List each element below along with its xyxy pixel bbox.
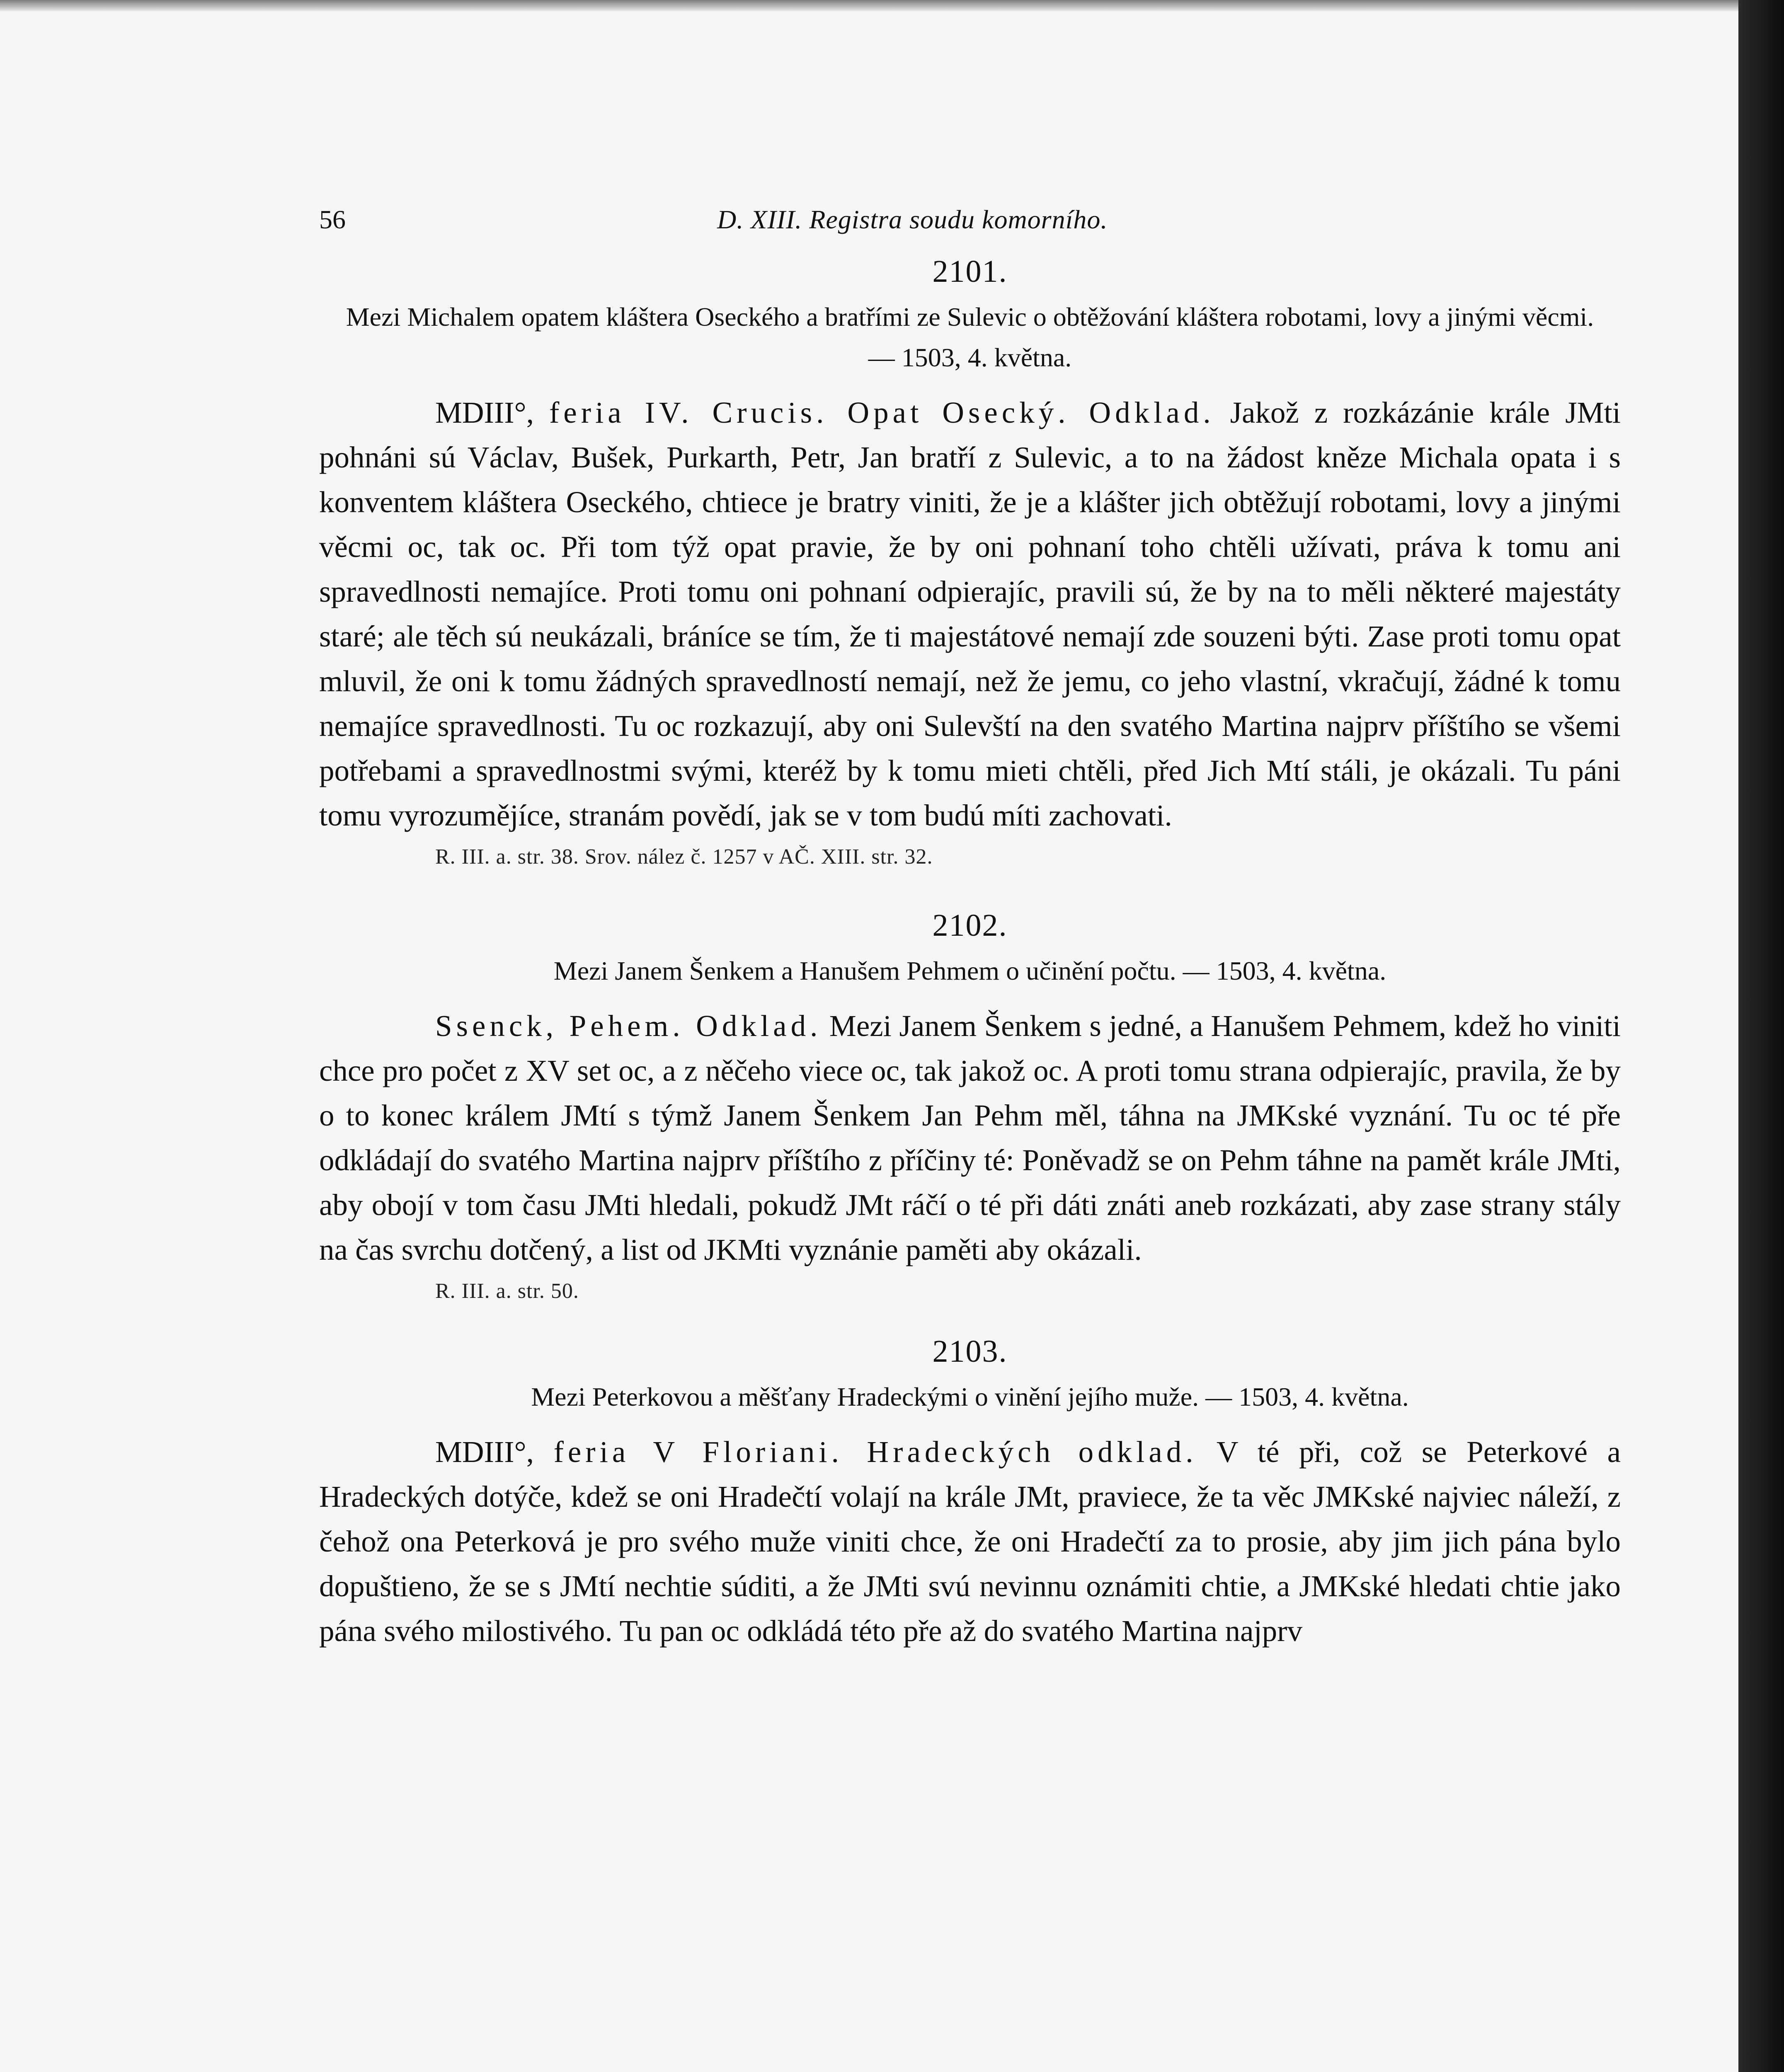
entry-opening-date: MDIII°,	[435, 1435, 534, 1469]
source-note: R. III. a. str. 50.	[435, 1279, 579, 1303]
entry-number: 2102.	[932, 908, 1008, 943]
scan-edge-top	[0, 0, 1784, 12]
page-header	[319, 195, 1621, 244]
entry-number: 2101.	[932, 254, 1008, 289]
scan-edge-right	[1738, 0, 1784, 2072]
entry-opening-rubric: feria V Floriani. Hradeckých odklad.	[553, 1435, 1197, 1469]
page-number: 56	[319, 205, 346, 234]
entry-opening-rubric: feria IV. Crucis. Opat Osecký. Odklad.	[549, 396, 1215, 429]
entry-2101	[319, 249, 1621, 874]
entry-text: Mezi Janem Šenkem s jedné, a Hanušem Pehmem, kdež ho viniti chce pro počet z XV set oc, a z něčeho viece oc, tak jakož oc. A proti tomu strana odpierajíc, pravila, že by o to konec králem JMtí s týmž Janem Šenkem Jan Pehm měl, táhna na JMKské vyznání. Tu oc té pře odkládají do svatého Martina najprv příštího z příčiny té: Poněvadž se on Pehm táhne na pamět krále JMti, aby obojí v tom času JMti hledali, pokudž JMt ráčí o té při dáti znáti aneb rozkázati, aby zase strany stály na čas svrchu dotčený, a list od JKMti vyznánie paměti aby okázali.	[319, 1009, 1621, 1266]
source-note: R. III. a. str. 38. Srov. nález č. 1257 v AČ. XIII. str. 32.	[435, 845, 933, 869]
running-title: D. XIII. Registra soudu komorního.	[717, 205, 1108, 234]
text-block	[319, 195, 1621, 1653]
entry-body	[319, 1004, 1621, 1272]
entry-number: 2103.	[932, 1334, 1008, 1369]
entry-heading: Mezi Michalem opatem kláštera Oseckého a bratřími ze Sulevic o obtěžování kláštera robotami, lovy a jinými věcmi. — 1503, 4. května.	[346, 302, 1594, 372]
entry-2103	[319, 1329, 1621, 1653]
entry-text: Jakož z rozkázánie krále JMti pohnáni sú Václav, Bušek, Purkarth, Petr, Jan bratří z Sulevic, a to na žádost kněze Michala opata i s konventem kláštera Oseckého, chtiece je bratry viniti, že je a klášter jich obtěžují robotami, lovy a jinými věcmi oc, tak oc. Při tom týž opat pravie, že by oni pohnaní toho chtěli užívati, práva k tomu ani spravedlnosti nemajíce. Proti tomu oni pohnaní odpierajíc, pravili sú, že by na to měli některé majestáty staré; ale těch sú neukázali, bráníce se tím, že ti majestátové nemají zde souzeni býti. Zase proti tomu opat mluvil, že oni k tomu žádných spravedlností nemají, než že jemu, co jeho vlastní, vkračují, žádné k tomu nemajíce spravedlnosti. Tu oc rozkazují, aby oni Sulevští na den svatého Martina najprv příštího se všemi potřebami a spravedlnostmi svými, kteréž by k tomu mieti chtěli, před Jich Mtí stáli, je okázali. Tu páni tomu vyrozumějíce, stranám povědí, jak se v tom budú míti zachovati.	[319, 396, 1621, 832]
entry-heading: Mezi Peterkovou a měšťany Hradeckými o vinění jejího muže. — 1503, 4. května.	[531, 1382, 1409, 1411]
entry-2102	[319, 903, 1621, 1308]
entry-body	[319, 1430, 1621, 1653]
entry-opening-date: MDIII°,	[435, 396, 534, 429]
entry-body	[319, 390, 1621, 838]
entry-text: V té při, což se Peterkové a Hradeckých dotýče, kdež se oni Hradečtí volají na krále JMt, praviece, že ta věc JMKské najviec náleží, z čehož ona Peterková je pro svého muže viniti chce, že oni Hradečtí za to prosie, aby jim jich pána bylo dopuštieno, že se s JMtí nechtie súditi, a že JMti svú nevinnu oznámiti chtie, a JMKské hledati chtie jako pána svého milostivého. Tu pan oc odkládá této pře až do svatého Martina najprv	[319, 1435, 1621, 1648]
entry-opening-rubric: Ssenck, Pehem. Odklad.	[435, 1009, 822, 1043]
entry-heading: Mezi Janem Šenkem a Hanušem Pehmem o učinění počtu. — 1503, 4. května.	[553, 956, 1386, 985]
